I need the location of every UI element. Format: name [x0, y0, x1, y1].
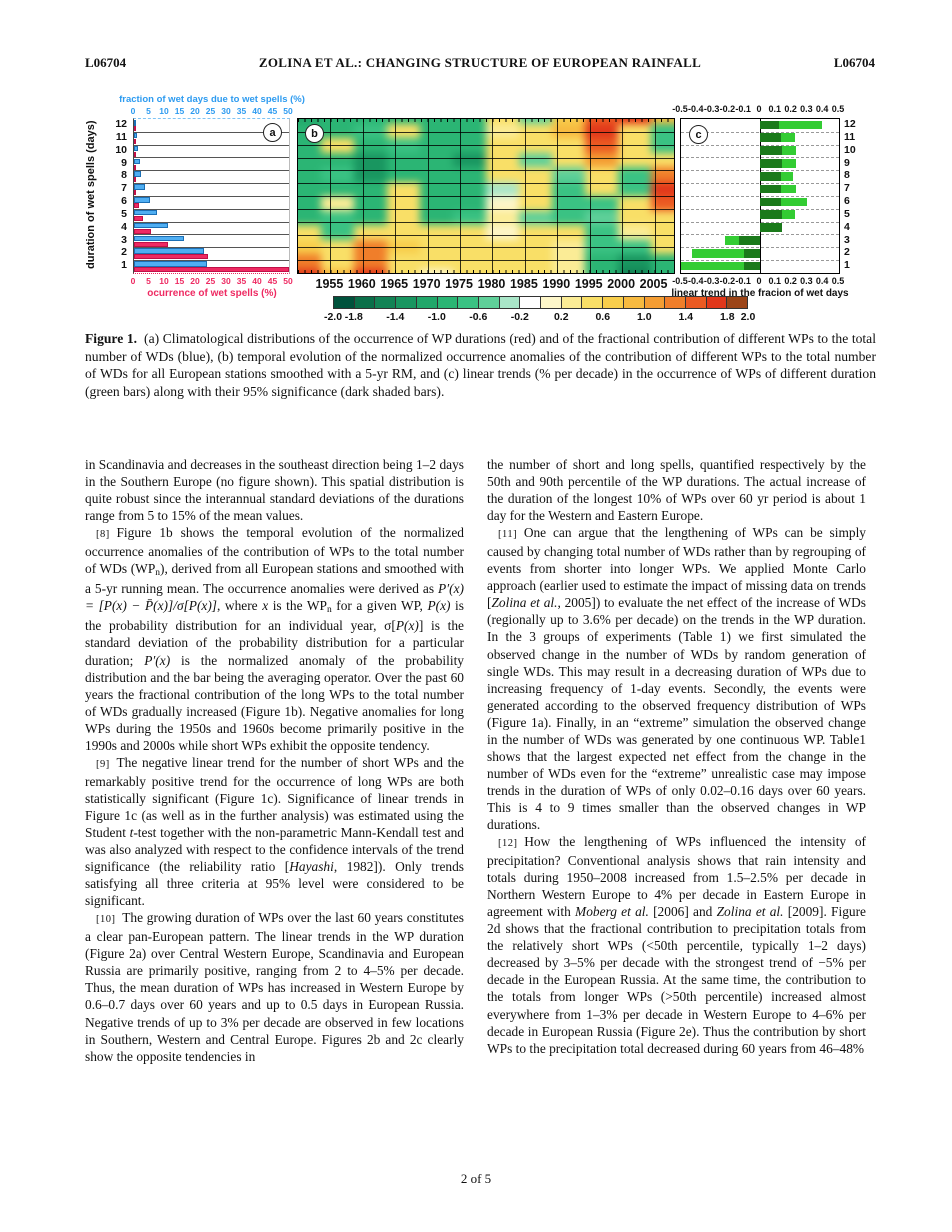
- colorbar-tick-label: 1.8: [719, 311, 735, 323]
- duration-gridline: [298, 145, 674, 146]
- year-tick-label: 1980: [477, 277, 506, 291]
- panel-c-bottom-axis-ticks: [672, 276, 845, 286]
- significant-bar: [760, 121, 779, 130]
- axis-tick-label: 0: [756, 104, 762, 114]
- duration-label: 3: [844, 233, 850, 246]
- duration-label: 1: [121, 259, 127, 272]
- duration-gridline: [298, 247, 674, 248]
- panel-b-label: [305, 124, 324, 143]
- axis-tick-label: -0.4: [688, 104, 704, 114]
- colorbar-tick-label: -1.8: [344, 311, 363, 323]
- fraction-bar: [134, 210, 157, 216]
- year-tick-label: 1990: [542, 277, 571, 291]
- header: [85, 55, 875, 71]
- axis-tick-label: 5: [146, 106, 151, 116]
- significant-bar: [760, 146, 782, 155]
- fraction-bar: [134, 248, 204, 254]
- paragraph: [10] The growing duration of WPs over the last 60 years constitutes a clear pan-European pattern. The linear trends in the WP duration (Figure 2a) over Central Western Europe, Scandinavia and European Russia are primarily positive, ranging from 2 to 4–5% per decade. Thus, the mean duration of WPs has increased in Western Europe by 0.6–0.7 days over 60 years and up to 0.5 days in European Russia. Negative trends of up to 3% per decade are observed in few locations in Southern, Western and Central Europe. Figures 2b and 2c clearly show the opposite tendencies in: [85, 910, 464, 1064]
- axis-tick-label: 0.1: [768, 276, 782, 286]
- fraction-bar: [134, 171, 141, 177]
- colorbar-tick-label: -0.2: [510, 311, 529, 323]
- year-tick-label: 1995: [574, 277, 603, 291]
- panel-b-gridlines: [298, 119, 674, 273]
- figure-caption-text: (a) Climatological distributions of the occurrence of WP durations (red) and of the fractional contribution of different WPs to the total number of WDs (blue), (b) temporal evolution of the normalized occurrence anomalies of the contribution of different WPs to the total number of WDs for all European stations smoothed with a 5-yr RM, and (c) linear trends (% per decade) in the occurrence of WPs of different duration (green bars) along with their 95% significance (dark shaded bars).: [85, 331, 876, 399]
- year-tick-label: 1965: [380, 277, 409, 291]
- fraction-bar: [134, 120, 136, 126]
- axis-tick-label: 25: [205, 276, 216, 286]
- occurrence-bar: [134, 139, 136, 144]
- occurrence-bar: [134, 152, 136, 157]
- axis-tick-label: 35: [236, 106, 247, 116]
- axis-tick-label: -0.5: [672, 104, 688, 114]
- colorbar-segment: [417, 297, 438, 308]
- significant-bar: [739, 236, 760, 245]
- year-tick-label: 1955: [315, 277, 344, 291]
- panel-b-bottom-minor-ticks: [298, 270, 674, 273]
- fraction-bar: [134, 133, 137, 139]
- panel-a-row: [134, 209, 289, 223]
- panel-c-label-text: c: [695, 128, 702, 141]
- duration-label: 6: [121, 195, 127, 207]
- paragraph-marker: [8]: [96, 529, 110, 541]
- figure-caption-label: Figure 1.: [85, 331, 138, 346]
- paragraph: [11] One can argue that the lengthening of WPs can be simply caused by changing total number of WDs rather than by regrouping of events from shorter into longer WPs. We applied Monte Carlo approach (earlier used to estimate the impact of missing data on trends [Zolina et al., 2005]) to evaluate the net effect of the increase of WDs (regionally up to 3.6% per decade) on the trends in the WP duration. In the 3 groups of experiments (Table 1) we first simulated the observed change in the number of WDs by random generation of single WDs. This may result in a decreasing duration of WPs due to increasing frequency of 1-day events. Secondly, the events were generated according to the observed frequency distribution of WPs (Figure 1a). Finally, in an “extreme” simulation the observed change in the number of WDs was generated by one continuous WP. Table1 shows that the largest expected net effect from the change in the number of WDs even for the “extreme” unrealistic case may impose trends in the duration of WPs of only 0.02–0.16 days over 60 years. This is 4 to 9 times smaller than the observed changes in WP durations.: [487, 525, 866, 832]
- axis-tick-label: 0: [130, 106, 136, 116]
- duration-gridline: [298, 222, 674, 223]
- duration-label: 11: [844, 130, 856, 143]
- occurrence-bar: [134, 126, 136, 131]
- axis-tick-label: 0.1: [768, 104, 782, 114]
- duration-label: 1: [844, 259, 850, 272]
- significant-bar: [760, 185, 781, 194]
- year-tick-label: 1970: [412, 277, 441, 291]
- significant-bar: [760, 198, 781, 207]
- italic-text: Moberg et al.: [575, 904, 649, 920]
- paragraph-marker: [10]: [96, 914, 116, 926]
- duration-label: 3: [121, 233, 127, 246]
- duration-gridline: [298, 260, 674, 261]
- occurrence-bar: [134, 267, 289, 272]
- duration-label: 9: [121, 156, 127, 169]
- colorbar-tick-label: -1.0: [427, 311, 446, 323]
- axis-tick-label: -0.1: [735, 276, 751, 286]
- panel-a-row: [134, 196, 289, 210]
- subscript-text: n: [326, 605, 332, 616]
- duration-gridline: [298, 196, 674, 197]
- axis-tick-label: 15: [174, 276, 185, 286]
- figure-1: [85, 93, 875, 325]
- occurrence-bar: [134, 177, 136, 182]
- panel-b-year-axis: [297, 277, 673, 291]
- axis-tick-label: 50: [283, 106, 293, 116]
- year-tick-label: 2000: [607, 277, 636, 291]
- panel-a-row: [134, 158, 289, 172]
- colorbar-segment: [334, 297, 355, 308]
- axis-tick-label: -0.1: [735, 104, 751, 114]
- panel-a-row: [134, 260, 289, 273]
- duration-label: 8: [121, 169, 127, 182]
- colorbar-labels: [323, 311, 756, 323]
- colorbar-tick-label: 0.2: [553, 311, 569, 323]
- italic-text: Zolina et al.: [491, 595, 558, 611]
- colorbar-segment: [624, 297, 645, 308]
- axis-tick-label: 40: [252, 106, 262, 116]
- colorbar-tick-label: -0.6: [469, 311, 488, 323]
- axis-tick-label: 5: [146, 276, 151, 286]
- year-tick-label: 1975: [445, 277, 473, 291]
- body-right-column: [487, 456, 866, 1057]
- colorbar-tick-label: 1.0: [636, 311, 652, 323]
- fraction-bar: [134, 261, 207, 267]
- significant-bar: [744, 249, 760, 258]
- header-left-citation: L06704: [85, 55, 127, 70]
- axis-tick-label: 0.5: [831, 276, 845, 286]
- colorbar-segment: [479, 297, 500, 308]
- panel-c-x-axis-title: linear trend in the fracion of wet days: [671, 288, 849, 299]
- italic-text: P(x): [395, 618, 419, 634]
- panel-c-row-labels: [842, 118, 864, 272]
- occurrence-bar: [134, 203, 139, 208]
- year-tick-label: 2005: [639, 277, 668, 291]
- colorbar-segment: [541, 297, 562, 308]
- axis-tick-label: 0.2: [784, 276, 797, 286]
- panel-a-top-axis-ticks: [130, 106, 293, 116]
- body-left-column: [85, 456, 464, 1065]
- axis-tick-label: 0.3: [800, 104, 813, 114]
- axis-tick-label: 10: [159, 106, 169, 116]
- fraction-bar: [134, 159, 140, 165]
- occurrence-bar: [134, 254, 208, 259]
- occurrence-bar: [134, 216, 143, 221]
- axis-tick-label: 35: [236, 276, 247, 286]
- year-tick-label: 1985: [509, 277, 538, 291]
- axis-tick-label: -0.4: [688, 276, 704, 286]
- paragraph: in Scandinavia and decreases in the southeast direction being 1–2 days in the Southern Europe (no figure shown). This spatial distribution is quite robust since the interannual standard deviations of the durations range from 5 to 15% of the mean values.: [85, 457, 464, 524]
- paragraph: the number of short and long spells, quantified respectively by the 50th and 90th percentile of the WP durations. The actual increase of the duration of the longest 10% of WPs over 60 yr period is about 1 day for the Western and Eastern Europe.: [487, 457, 866, 524]
- occurrence-bar: [134, 229, 151, 234]
- axis-tick-label: 10: [159, 276, 169, 286]
- duration-label: 7: [121, 182, 127, 195]
- duration-label: 12: [115, 118, 127, 130]
- panel-a-bottom-axis-ticks: [130, 276, 293, 286]
- axis-tick-label: -0.2: [719, 104, 736, 114]
- occurrence-bar: [134, 242, 168, 247]
- panel-a-bottom-axis-title: ocurrence of wet spells (%): [147, 288, 277, 299]
- axis-tick-label: 45: [267, 276, 278, 286]
- figure-caption: [85, 330, 876, 400]
- italic-text: x: [262, 598, 269, 614]
- colorbar-segment: [520, 297, 541, 308]
- duration-gridline: [298, 170, 674, 171]
- occurrence-bar: [134, 190, 136, 195]
- duration-label: 4: [844, 220, 850, 233]
- colorbar-segment: [562, 297, 583, 308]
- panel-a-label-text: a: [269, 126, 276, 139]
- duration-label: 10: [115, 143, 127, 156]
- panel-a-row: [134, 183, 289, 197]
- fraction-bar: [134, 146, 138, 152]
- duration-gridline: [298, 183, 674, 184]
- colorbar-segment: [603, 297, 624, 308]
- page-number: 2 of 5: [460, 1171, 492, 1186]
- axis-tick-label: 20: [190, 106, 200, 116]
- paragraph-marker: [12]: [498, 838, 518, 850]
- year-tick-label: 1960: [347, 277, 376, 291]
- colorbar-tick-label: 1.4: [678, 311, 694, 323]
- colorbar-segment: [582, 297, 603, 308]
- italic-text: P′(x): [144, 652, 171, 668]
- header-running-title: ZOLINA ET AL.: CHANGING STRUCTURE OF EUROPEAN RAINFALL: [258, 55, 702, 70]
- axis-tick-label: 0.3: [800, 276, 813, 286]
- italic-text: t: [129, 824, 134, 840]
- duration-gridline: [298, 132, 674, 133]
- colorbar-segment: [355, 297, 376, 308]
- axis-tick-label: 0: [756, 276, 762, 286]
- panel-a-label: [263, 123, 282, 142]
- axis-tick-label: 40: [252, 276, 262, 286]
- significant-bar: [760, 159, 782, 168]
- duration-label: 10: [844, 143, 856, 156]
- axis-tick-label: 30: [221, 276, 231, 286]
- colorbar-segment: [375, 297, 396, 308]
- fraction-bar: [134, 184, 145, 190]
- axis-tick-label: 0.5: [831, 104, 845, 114]
- duration-label: 9: [844, 156, 850, 169]
- panel-b-top-minor-ticks: [298, 119, 674, 122]
- duration-label: 11: [115, 130, 127, 143]
- panel-a-row: [134, 145, 289, 159]
- italic-text: P(x): [427, 598, 451, 614]
- duration-label: 6: [844, 195, 850, 207]
- italic-text: Zolina et al.: [716, 904, 784, 920]
- axis-tick-label: 25: [205, 106, 216, 116]
- panel-b-label-text: b: [311, 127, 318, 140]
- fraction-bar: [134, 197, 150, 203]
- colorbar-tick-label: 2.0: [740, 311, 756, 323]
- significant-bar: [760, 210, 782, 219]
- panel-a-row: [134, 247, 289, 261]
- axis-tick-label: 50: [283, 276, 293, 286]
- duration-label: 8: [844, 169, 850, 182]
- fraction-bar: [134, 223, 168, 229]
- axis-tick-label: -0.3: [703, 104, 720, 114]
- panel-a-row: [134, 222, 289, 236]
- axis-tick-label: 15: [174, 106, 185, 116]
- colorbar-tick-label: -2.0: [323, 311, 343, 323]
- italic-text: Hayashi: [289, 859, 334, 875]
- paragraph-marker: [11]: [498, 529, 518, 541]
- panel-b-plot: [297, 118, 675, 274]
- panel-a-y-axis-title: duration of wet spells (days): [85, 120, 97, 270]
- panel-a-row: [134, 235, 289, 249]
- occurrence-bar: [134, 165, 136, 170]
- duration-label: 5: [844, 207, 850, 220]
- colorbar-segment: [396, 297, 417, 308]
- significant-bar: [744, 262, 760, 271]
- duration-gridline: [298, 235, 674, 236]
- panel-c-label: [689, 125, 708, 144]
- duration-gridline: [298, 209, 674, 210]
- paragraph: [12] How the lengthening of WPs influenced the intensity of precipitation? Conventional analysis shows that rain intensity and totals during 1950–2008 increased from 1.5–2.5% per decade in Northern Western Europe to 4% per decade in Eastern Europe in agreement with Moberg et al. [2006] and Zolina et al. [2009]. Figure 2d shows that the fractional contribution to precipitation totals from the relatively short WPs (<50th percentile, typically 1–2 days) decreased by 3–5% per decade with the strongest trend of −5% per decade in the European Russia. At the same time, the contribution to the totals from longer WPs (>50th percentile) increased almost everywhere from 1–3% per decade in Western Europe to 4–6% per decade in European Russia (Figure 2e). Thus the contribution by short WPs to the precipitation total decreased during 60 years from 46–48%: [487, 834, 866, 1056]
- paragraph: [9] The negative linear trend for the number of short WPs and the remarkably positive trend for the occurrence of long WPs are both statistically significant (Figure 1c). Significance of linear trends in Figure 1c (as well as in the further analysis) was estimated using the Student t-test together with the non-parametric Mann-Kendall test and was also analyzed with respect to the confidence intervals of the trend significance (the reliability ratio [Hayashi, 1982]). Only trends satisfying all three criteria at 95% level were considered to be significant.: [85, 754, 465, 909]
- panel-a-row: [134, 170, 289, 184]
- duration-label: 12: [844, 118, 856, 130]
- panel-c-plot: [680, 118, 840, 274]
- axis-tick-label: -0.3: [703, 276, 720, 286]
- colorbar-tick-label: 0.6: [595, 311, 611, 323]
- axis-tick-label: -0.2: [719, 276, 736, 286]
- subscript-text: n: [155, 568, 161, 579]
- panel-a-row-labels: [107, 118, 129, 272]
- italic-text: P′(x) = [P(x) − P̄(x)]/σ[P(x)]: [85, 581, 464, 614]
- significant-bar: [760, 223, 782, 232]
- axis-tick-label: 20: [190, 276, 200, 286]
- panel-c-top-axis-ticks: [672, 104, 845, 114]
- axis-tick-label: 0.2: [784, 104, 797, 114]
- significant-bar: [760, 133, 781, 142]
- duration-label: 5: [121, 207, 127, 220]
- duration-label: 2: [121, 246, 127, 259]
- header-right-citation: L06704: [833, 55, 875, 70]
- fraction-bar: [134, 236, 184, 242]
- significant-bar: [760, 172, 781, 181]
- axis-tick-label: 0.4: [815, 276, 829, 286]
- duration-gridline: [298, 158, 674, 159]
- colorbar-segment: [458, 297, 479, 308]
- axis-tick-label: 30: [221, 106, 231, 116]
- paragraph: [8] Figure 1b shows the temporal evolution of the normalized occurrence anomalies of the contribution of WPs to the total number of WDs (WPn), derived from all European stations and smoothed with a 5-yr running mean. The occurrence anomalies were derived as P′(x) = [P(x) − P̄(x)]/σ[P(x)], where x is the WPn for a given WP, P(x) is the probability distribution for an individual year, σ[P(x)] is the standard deviation of the probability distribution for a particular duration; P′(x) is the normalized anomaly of the probability distribution and the bar being the averaging operator. Over the past 60 years the fractional contribution of the long WPs to the total number of WDs gradually increased (Figure 1b). Negative anomalies for long WPs during the 1950s and 1960s become primarily positive in the 1990s and 2000s while short WPs exhibit the opposite tendency.: [85, 525, 464, 753]
- paragraph-marker: [9]: [96, 758, 110, 770]
- panel-a-top-axis-title: fraction of wet days due to wet spells (%): [119, 94, 305, 105]
- axis-tick-label: -0.5: [672, 276, 688, 286]
- duration-label: 4: [121, 220, 127, 233]
- panel-a-plot: [133, 118, 290, 274]
- colorbar-segment: [438, 297, 459, 308]
- duration-label: 7: [844, 182, 850, 195]
- axis-tick-label: 0.4: [815, 104, 829, 114]
- colorbar-tick-label: -1.4: [386, 311, 405, 323]
- colorbar-segment: [500, 297, 521, 308]
- axis-tick-label: 0: [130, 276, 136, 286]
- duration-label: 2: [844, 246, 850, 259]
- axis-tick-label: 45: [267, 106, 278, 116]
